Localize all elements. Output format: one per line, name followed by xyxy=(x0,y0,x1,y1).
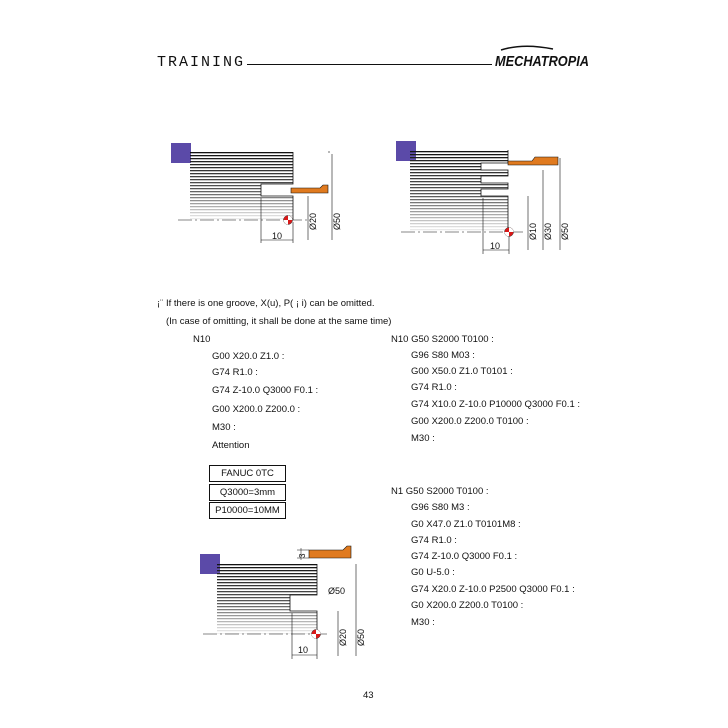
p-value-box: P10000=10MM xyxy=(209,502,286,519)
page-title: TRAINING xyxy=(157,54,246,71)
program-right-bottom-header: N1 G50 S2000 T0100 : xyxy=(391,486,489,497)
code-line: G00 X200.0 Z200.0 : xyxy=(212,404,301,415)
program-right-top-header: N10 G50 S2000 T0100 : xyxy=(391,334,494,345)
code-line: G0 X47.0 Z1.0 T0101M8 : xyxy=(411,519,521,530)
code-line: G00 X20.0 Z1.0 : xyxy=(212,351,285,362)
code-line: M30 : xyxy=(411,617,435,628)
code-line: G74 Z-10.0 Q3000 F0.1 : xyxy=(411,551,518,562)
code-line: G00 X50.0 Z1.0 T0101 : xyxy=(411,366,513,377)
note-line-1: ¡¨ If there is one groove, X(u), P( ¡ i) can be omitted. xyxy=(157,298,375,309)
code-line: G74 Z-10.0 Q3000 F0.1 : xyxy=(212,385,319,396)
page-number: 43 xyxy=(363,690,374,701)
q-value-box: Q3000=3mm xyxy=(209,484,286,501)
grooving-tool xyxy=(291,185,328,193)
code-line: G96 S80 M03 : xyxy=(411,350,475,361)
code-line: G0 U-5.0 : xyxy=(411,567,455,578)
dim-tool-width: 3 xyxy=(298,553,307,558)
code-line: G0 X200.0 Z200.0 T0100 : xyxy=(411,600,524,611)
code-line: G74 X20.0 Z-10.0 P2500 Q3000 F0.1 : xyxy=(411,584,575,595)
fanuc-model-box: FANUC 0TC xyxy=(209,465,286,482)
logo-text: MECHATROPIA xyxy=(495,53,589,70)
dim-diameter-10: Ø10 xyxy=(528,222,538,240)
figure-1-face-grooving xyxy=(168,140,348,265)
dim-diameter-50: Ø50 xyxy=(356,628,366,646)
code-line: G96 S80 M3 : xyxy=(411,502,470,513)
code-line: G74 X10.0 Z-10.0 P10000 Q3000 F0.1 : xyxy=(411,399,581,410)
figure-2-multi-groove xyxy=(393,136,578,266)
dim-diameter-20: Ø20 xyxy=(338,628,348,646)
grooving-tool xyxy=(508,157,558,165)
code-line: M30 : xyxy=(411,433,435,444)
grooving-tool xyxy=(309,546,351,558)
header-rule xyxy=(247,64,492,65)
code-line: G74 R1.0 : xyxy=(411,535,457,546)
program-left-header: N10 xyxy=(193,334,211,345)
mechatropia-logo xyxy=(493,45,593,78)
dim-diameter-20: Ø20 xyxy=(308,212,318,230)
dim-diameter-30: Ø30 xyxy=(543,222,553,240)
code-line: G00 X200.0 Z200.0 T0100 : xyxy=(411,416,529,427)
code-line: M30 : xyxy=(212,422,236,433)
dim-length: 10 xyxy=(490,241,501,251)
dim-outer-diameter: Ø50 xyxy=(328,586,346,596)
dim-length: 10 xyxy=(272,231,283,241)
code-line: G74 R1.0 : xyxy=(212,367,258,378)
dim-length: 10 xyxy=(298,645,309,655)
code-line: G74 R1.0 : xyxy=(411,382,457,393)
step-marker xyxy=(171,143,191,163)
attention-label: Attention xyxy=(212,440,250,451)
dim-diameter-50: Ø50 xyxy=(332,212,342,230)
figure-3-wide-groove xyxy=(193,546,378,671)
note-line-2: (In case of omitting, it shall be done at the same time) xyxy=(166,316,392,327)
dim-diameter-50: Ø50 xyxy=(560,222,570,240)
